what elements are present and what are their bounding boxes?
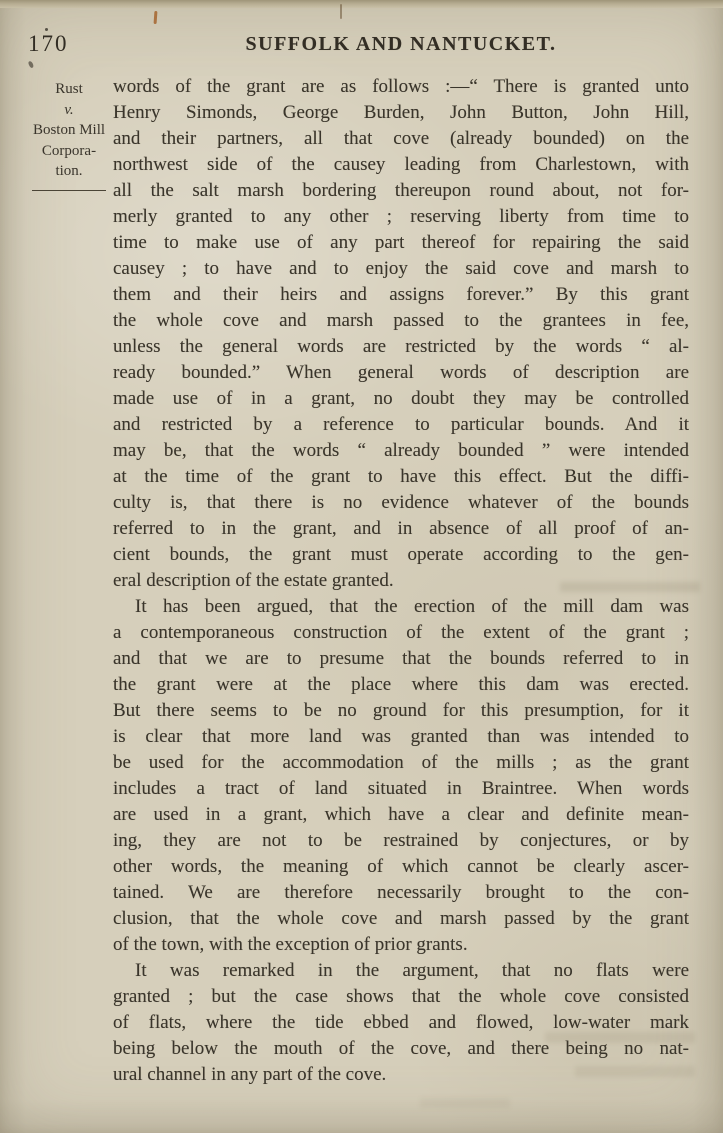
- running-header: SUFFOLK AND NANTUCKET.: [245, 33, 557, 55]
- text-line: ready bounded.” When general words of description are: [113, 362, 689, 383]
- text-line: is clear that more land was granted than was intended to: [113, 726, 689, 747]
- text-line: are used in a grant, which have a clear and definite mean-: [113, 804, 689, 825]
- text-line: It has been argued, that the erection of the mill dam was: [135, 596, 689, 617]
- text-line: of the town, with the exception of prior grants.: [113, 934, 468, 955]
- text-line: merly granted to any other ; reserving liberty from time to: [113, 206, 689, 227]
- text-line: northwest side of the causey leading from Charlestown, with: [113, 154, 689, 175]
- margin-note-rule: [32, 190, 106, 191]
- text-line: time to make use of any part thereof for repairing the said: [113, 232, 689, 253]
- ink-speck: [28, 60, 35, 68]
- text-line: causey ; to have and to enjoy the said cove and marsh to: [113, 258, 689, 279]
- show-through-ghost: [420, 1098, 510, 1108]
- text-line: all the salt marsh bordering thereupon round about, not for-: [113, 180, 689, 201]
- margin-note-lines: [16, 79, 122, 182]
- text-line: the whole cove and marsh passed to the grantees in fee,: [113, 310, 689, 331]
- text-line: clusion, that the whole cove and marsh passed by the grant: [113, 908, 689, 929]
- text-line: ing, they are not to be restrained by conjectures, or by: [113, 830, 689, 851]
- text-line: and that we are to presume that the bounds referred to in: [113, 648, 689, 669]
- text-line: made use of in a grant, no doubt they may be controlled: [113, 388, 689, 409]
- text-line: a contemporaneous construction of the extent of the grant ;: [113, 622, 689, 643]
- text-line: But there seems to be no ground for this presumption, for it: [113, 700, 689, 721]
- ink-speck: [45, 28, 48, 31]
- text-line: and restricted by a reference to particular bounds. And it: [113, 414, 689, 435]
- show-through-ghost: [575, 1066, 695, 1077]
- ink-speck: [154, 11, 158, 24]
- margin-note-line: tion.: [55, 163, 83, 179]
- text-line: of flats, where the tide ebbed and flowed, low-water mark: [113, 1012, 689, 1033]
- text-line: unless the general words are restricted by the words “ al-: [113, 336, 689, 357]
- margin-note-line: Corpora-: [41, 142, 97, 159]
- text-line: them and their heirs and assigns forever.” By this grant: [113, 284, 689, 305]
- text-line: tained. We are therefore necessarily brought to the con-: [113, 882, 689, 903]
- text-line: granted ; but the case shows that the whole cove consisted: [113, 986, 689, 1007]
- body-text: [113, 74, 689, 1088]
- text-line: eral description of the estate granted.: [113, 570, 394, 591]
- text-line: may be, that the words “ already bounded ” were intended: [113, 440, 689, 461]
- text-line: other words, the meaning of which cannot be clearly ascer-: [113, 856, 689, 877]
- text-line: Henry Simonds, George Burden, John Button, John Hill,: [113, 102, 689, 123]
- scan-top-edge: [0, 0, 723, 8]
- margin-note-line: Rust: [55, 81, 83, 97]
- text-line: ural channel in any part of the cove.: [113, 1064, 387, 1085]
- text-line: referred to in the grant, and in absence of all proof of an-: [113, 518, 689, 539]
- margin-case-note: [16, 79, 122, 191]
- text-line: It was remarked in the argument, that no flats were: [135, 960, 689, 981]
- text-line: and their partners, all that cove (already bounded) on the: [113, 128, 689, 149]
- ink-speck: [340, 4, 342, 19]
- show-through-ghost: [560, 582, 700, 592]
- margin-note-line: Boston Mill: [32, 122, 106, 138]
- show-through-ghost: [545, 1032, 695, 1043]
- text-line: culty is, that there is no evidence whatever of the bounds: [113, 492, 689, 513]
- text-line: the grant were at the place where this dam was erected.: [113, 674, 689, 695]
- text-line: cient bounds, the grant must operate according to the gen-: [113, 544, 689, 565]
- text-line: being below the mouth of the cove, and there being no nat-: [113, 1038, 689, 1059]
- text-line: includes a tract of land situated in Braintree. When words: [113, 778, 689, 799]
- page-number: 170: [28, 31, 69, 56]
- text-line: words of the grant are as follows :—“ There is granted unto: [113, 76, 689, 97]
- margin-note-line: v.: [64, 101, 74, 118]
- text-line: at the time of the grant to have this effect. But the diffi-: [113, 466, 689, 487]
- text-line: be used for the accommodation of the mills ; as the grant: [113, 752, 689, 773]
